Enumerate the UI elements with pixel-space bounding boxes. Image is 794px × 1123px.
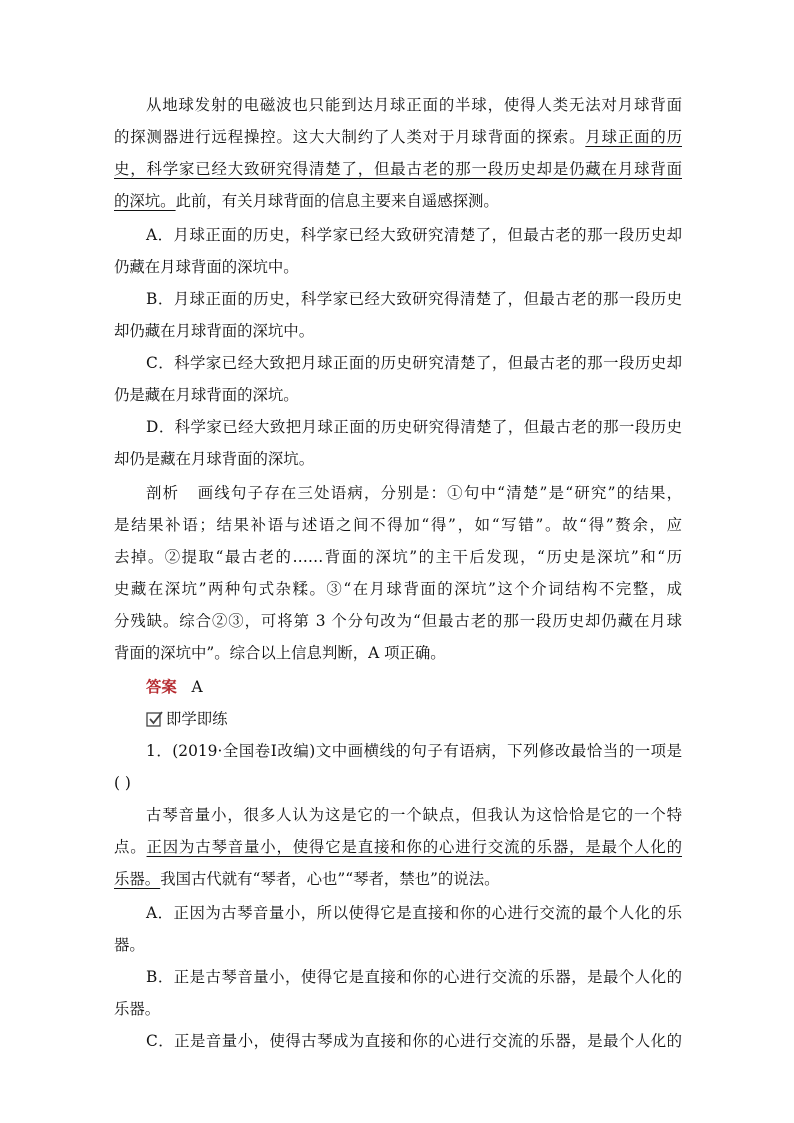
question-1-bracket: ( ) — [114, 774, 131, 792]
passage-line — [114, 124, 682, 150]
q1-passage-line: 古琴音量小，很多人认为这是它的一个缺点，但我认为这恰恰是它的一个特 — [146, 806, 682, 824]
analysis-line: 去掉。②提取“最古老的……背面的深坑”的主干后发现，“历史是深坑”和“历 — [114, 548, 682, 566]
passage-line — [114, 188, 499, 214]
q1-option-a: A．正因为古琴音量小，所以使得它是直接和你的心进行交流的最个人化的乐 — [146, 904, 682, 922]
analysis-text: 画线句子存在三处语病，分别是：①句中“清楚”是“研究”的结果， — [197, 484, 682, 502]
q1-passage-text: 我国古代就有“琴者，心也”“琴者，禁也”的说法。 — [160, 870, 500, 888]
passage-text: 此前，有关月球背面的信息主要来自遥感探测。 — [175, 192, 499, 210]
option-a: A．月球正面的历史，科学家已经大致研究清楚了，但最古老的那一段历史却 — [146, 226, 682, 244]
underlined-sentence: 史，科学家已经大致研究得清楚了，但最古老的那一段历史却是仍藏在月球背面 — [114, 160, 682, 178]
analysis-line: 是结果补语；结果补语与述语之间不得加“得”，如“写错”。故“得”赘余，应 — [114, 516, 682, 534]
q1-option-b-cont: 乐器。 — [114, 1000, 161, 1018]
option-d-cont: 却仍是藏在月球背面的深坑。 — [114, 450, 315, 468]
practice-title: 即学即练 — [166, 710, 228, 728]
underlined-sentence: 月球正面的历 — [585, 128, 682, 146]
passage-line: 从地球发射的电磁波也只能到达月球正面的半球，使得人类无法对月球背面 — [146, 96, 682, 114]
answer-value: A — [191, 678, 203, 696]
question-1: 1．(2019·全国卷Ⅰ改编)文中画横线的句子有语病，下列修改最恰当的一项是 — [146, 742, 682, 760]
q1-underlined-sentence: 乐器。 — [114, 870, 161, 888]
analysis-line: 史藏在深坑”两种句式杂糅。③“在月球背面的深坑”这个介词结构不完整，成 — [114, 580, 682, 598]
option-b-cont: 却仍藏在月球背面的深坑中。 — [114, 322, 315, 340]
option-c: C．科学家已经大致把月球正面的历史研究清楚了，但最古老的那一段历史却 — [146, 354, 682, 372]
underlined-sentence: 的深坑。 — [114, 192, 176, 210]
analysis-line — [146, 480, 682, 506]
q1-passage-line — [114, 866, 499, 892]
analysis-line: 背面的深坑中”。综合以上信息判断，A 项正确。 — [114, 644, 446, 662]
analysis-line: 分残缺。综合②③，可将第 3 个分句改为“但最古老的那一段历史却仍藏在月球 — [114, 612, 682, 630]
q1-underlined-sentence: 正因为古琴音量小，使得它是直接和你的心进行交流的乐器，是最个人化的 — [146, 838, 682, 856]
option-b: B．月球正面的历史，科学家已经大致研究得清楚了，但最古老的那一段历史 — [146, 290, 682, 308]
option-a-cont: 仍藏在月球背面的深坑中。 — [114, 258, 299, 276]
option-d: D．科学家已经大致把月球正面的历史研究得清楚了，但最古老的那一段历史 — [146, 418, 682, 436]
answer-line — [146, 674, 682, 700]
q1-option-b: B．正是古琴音量小，使得它是直接和你的心进行交流的乐器，是最个人化的 — [146, 968, 682, 986]
q1-passage-line — [114, 834, 682, 860]
q1-option-c: C．正是音量小，使得古琴成为直接和你的心进行交流的乐器，是最个人化的 — [146, 1032, 682, 1050]
analysis-label: 剖析 — [146, 484, 180, 502]
q1-passage-text: 点。 — [114, 838, 147, 856]
checkbox-check-icon — [146, 709, 164, 735]
practice-heading — [146, 706, 682, 732]
answer-label: 答案 — [146, 678, 177, 696]
q1-option-a-cont: 器。 — [114, 936, 145, 954]
passage-text: 的探测器进行远程操控。这大大制约了人类对于月球背面的探索。 — [114, 128, 586, 146]
option-c-cont: 仍是藏在月球背面的深坑。 — [114, 386, 299, 404]
